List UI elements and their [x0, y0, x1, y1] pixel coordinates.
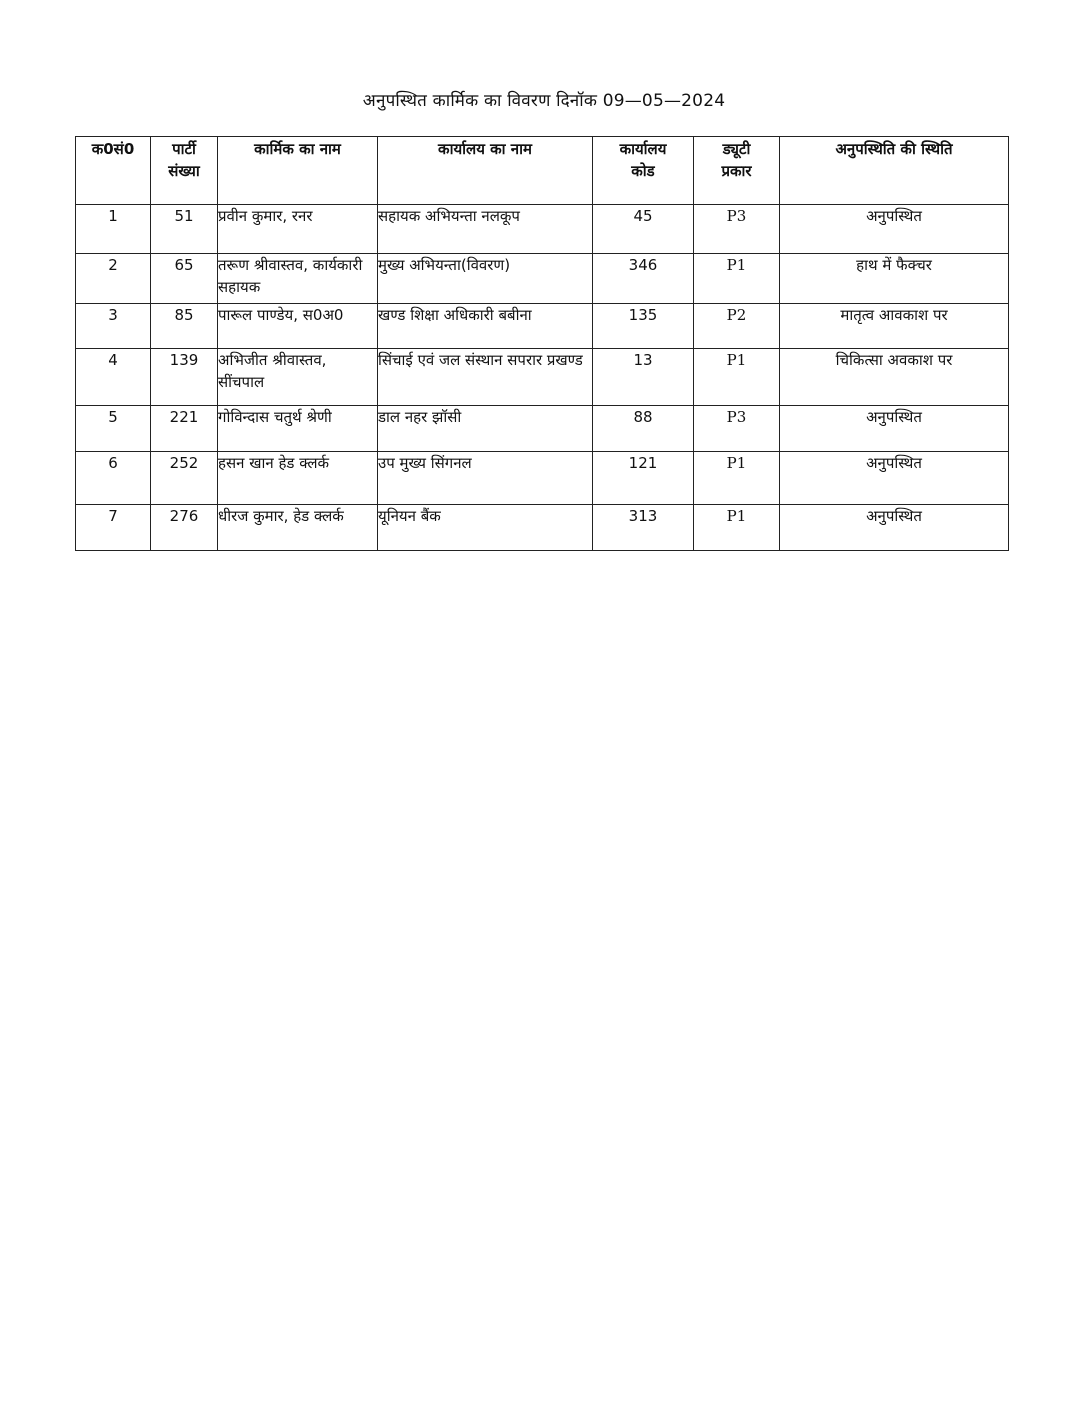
- duty-type-cell: P1: [694, 452, 780, 505]
- employee-name-cell: गोविन्दास चतुर्थ श्रेणी: [218, 406, 378, 452]
- table-row: [76, 254, 1009, 304]
- absence-status-cell: अनुपस्थित: [780, 406, 1009, 452]
- employee-name-cell: अभिजीत श्रीवास्तव, सींचपाल: [218, 349, 378, 406]
- document-title: अनुपस्थित कार्मिक का विवरण दिनॉक 09—05—2024: [362, 91, 726, 111]
- duty-type-cell: P1: [694, 349, 780, 406]
- office-name-cell: उप मुख्य सिंगनल: [378, 452, 593, 505]
- office-code-cell: 135: [593, 304, 694, 349]
- header-serial: क0सं0: [76, 137, 151, 205]
- absentee-table: [75, 136, 1009, 551]
- header-party-number: पार्टी संख्या: [151, 137, 218, 205]
- employee-name-cell: धीरज कुमार, हेड क्लर्क: [218, 505, 378, 551]
- serial-cell: 2: [76, 254, 151, 304]
- duty-type-cell: P3: [694, 406, 780, 452]
- duty-type-cell: P1: [694, 505, 780, 551]
- absence-status-cell: चिकित्सा अवकाश पर: [780, 349, 1009, 406]
- header-office-name: कार्यालय का नाम: [378, 137, 593, 205]
- duty-type-cell: P2: [694, 304, 780, 349]
- absence-status-cell: मातृत्व आवकाश पर: [780, 304, 1009, 349]
- office-name-cell: डाल नहर झॉसी: [378, 406, 593, 452]
- office-name-cell: सहायक अभियन्ता नलकूप: [378, 205, 593, 254]
- office-code-cell: 313: [593, 505, 694, 551]
- party-number-cell: 85: [151, 304, 218, 349]
- party-number-cell: 221: [151, 406, 218, 452]
- office-name-cell: सिंचाई एवं जल संस्थान सपरार प्रखण्ड: [378, 349, 593, 406]
- serial-cell: 1: [76, 205, 151, 254]
- party-number-cell: 276: [151, 505, 218, 551]
- serial-cell: 3: [76, 304, 151, 349]
- absence-status-cell: अनुपस्थित: [780, 505, 1009, 551]
- serial-cell: 4: [76, 349, 151, 406]
- office-code-cell: 88: [593, 406, 694, 452]
- absence-status-cell: अनुपस्थित: [780, 205, 1009, 254]
- table-row: [76, 505, 1009, 551]
- office-code-cell: 13: [593, 349, 694, 406]
- serial-cell: 7: [76, 505, 151, 551]
- header-office-code: कार्यालय कोड: [593, 137, 694, 205]
- table-row: [76, 349, 1009, 406]
- office-code-cell: 121: [593, 452, 694, 505]
- table-header-row: [76, 137, 1009, 205]
- party-number-cell: 139: [151, 349, 218, 406]
- duty-type-cell: P1: [694, 254, 780, 304]
- serial-cell: 5: [76, 406, 151, 452]
- table-row: [76, 304, 1009, 349]
- party-number-cell: 51: [151, 205, 218, 254]
- serial-cell: 6: [76, 452, 151, 505]
- employee-name-cell: पारूल पाण्डेय, स0अ0: [218, 304, 378, 349]
- table-row: [76, 406, 1009, 452]
- absence-status-cell: हाथ में फैक्चर: [780, 254, 1009, 304]
- header-duty-type: ड्यूटी प्रकार: [694, 137, 780, 205]
- absence-status-cell: अनुपस्थित: [780, 452, 1009, 505]
- employee-name-cell: हसन खान हेड क्लर्क: [218, 452, 378, 505]
- office-name-cell: मुख्य अभियन्ता(विवरण): [378, 254, 593, 304]
- duty-type-cell: P3: [694, 205, 780, 254]
- employee-name-cell: तरूण श्रीवास्तव, कार्यकारी सहायक: [218, 254, 378, 304]
- office-code-cell: 45: [593, 205, 694, 254]
- party-number-cell: 252: [151, 452, 218, 505]
- table-row: [76, 205, 1009, 254]
- office-code-cell: 346: [593, 254, 694, 304]
- header-absence-status: अनुपस्थिति की स्थिति: [780, 137, 1009, 205]
- office-name-cell: खण्ड शिक्षा अधिकारी बबीना: [378, 304, 593, 349]
- party-number-cell: 65: [151, 254, 218, 304]
- office-name-cell: यूनियन बैंक: [378, 505, 593, 551]
- header-employee-name: कार्मिक का नाम: [218, 137, 378, 205]
- employee-name-cell: प्रवीन कुमार, रनर: [218, 205, 378, 254]
- table-row: [76, 452, 1009, 505]
